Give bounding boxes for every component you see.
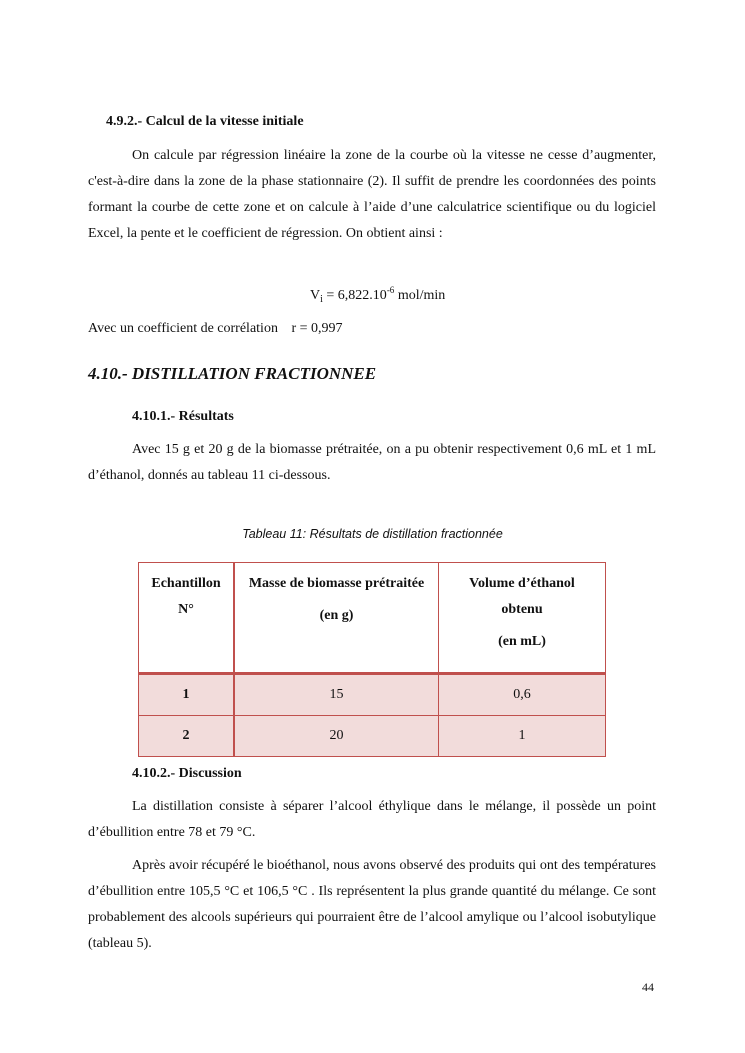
cell-mass: 15	[234, 674, 439, 716]
header-masse-line2: (en g)	[319, 608, 354, 623]
header-echantillon-line2: N°	[178, 602, 194, 617]
header-echantillon-line1: Echantillon	[151, 576, 221, 591]
correlation-value: r = 0,997	[291, 321, 343, 336]
formula-variable: V	[310, 288, 321, 303]
table-header-row	[139, 563, 606, 674]
results-table	[138, 562, 606, 757]
cell-volume: 1	[439, 716, 606, 757]
formula-vi	[310, 285, 445, 305]
correlation-label: Avec un coefficient de corrélation	[88, 321, 278, 336]
header-echantillon	[139, 563, 235, 674]
table-row	[139, 674, 606, 716]
paragraph-discussion-1: La distillation consiste à séparer l’alcool éthylique dans le mélange, il possède un point d’ébullition entre 78 et 79 °C.	[88, 799, 656, 840]
header-volume	[439, 563, 606, 674]
paragraph-resultats: Avec 15 g et 20 g de la biomasse prétraitée, on a pu obtenir respectivement 0,6 mL et 1 mL d’éthanol, donnés au tableau 11 ci-dessous.	[88, 442, 656, 483]
section-heading-4-9-2: 4.9.2.- Calcul de la vitesse initiale	[106, 114, 304, 129]
header-masse	[234, 563, 439, 674]
cell-sample: 2	[139, 716, 235, 757]
table-row	[139, 716, 606, 757]
section-heading-4-10: 4.10.- DISTILLATION FRACTIONNEE	[88, 364, 377, 383]
subsection-heading-discussion: 4.10.2.- Discussion	[132, 766, 242, 781]
formula-subscript: i	[320, 294, 323, 305]
formula-value: = 6,822.10	[322, 288, 387, 303]
subsection-heading-resultats: 4.10.1.- Résultats	[132, 409, 234, 424]
header-volume-line2: obtenu	[501, 602, 543, 617]
header-volume-line3: (en mL)	[498, 634, 546, 649]
cell-volume: 0,6	[439, 674, 606, 716]
cell-mass: 20	[234, 716, 439, 757]
formula-exponent: -6	[386, 285, 395, 295]
paragraph-discussion-2: Après avoir récupéré le bioéthanol, nous avons observé des produits qui ont des températures d’ébullition entre 105,5 °C et 106,5 °C . Ils représentent la plus grande quantité du mélange. Ce sont probablement des alcools supérieurs qui pourraient être de l’alcool amylique ou l’alcool isobutylique (tableau 5).	[88, 858, 656, 951]
paragraph-vitesse-initiale: On calcule par régression linéaire la zone de la courbe où la vitesse ne cesse d’augmenter, c'est-à-dire dans la zone de la phase stationnaire (2). Il suffit de prendre les coordonnées des points formant la courbe de cette zone et on calcule à l’aide d’une calculatrice scientifique ou du logiciel Excel, la pente et le coefficient de régression. On obtient ainsi :	[88, 148, 656, 241]
header-volume-line1: Volume d’éthanol	[469, 576, 575, 591]
table-caption: Tableau 11: Résultats de distillation fractionnée	[242, 527, 503, 541]
page-number: 44	[642, 980, 654, 994]
header-masse-line1: Masse de biomasse prétraitée	[248, 576, 425, 591]
formula-unit: mol/min	[394, 288, 446, 303]
cell-sample: 1	[139, 674, 235, 716]
correlation-line	[88, 321, 343, 337]
